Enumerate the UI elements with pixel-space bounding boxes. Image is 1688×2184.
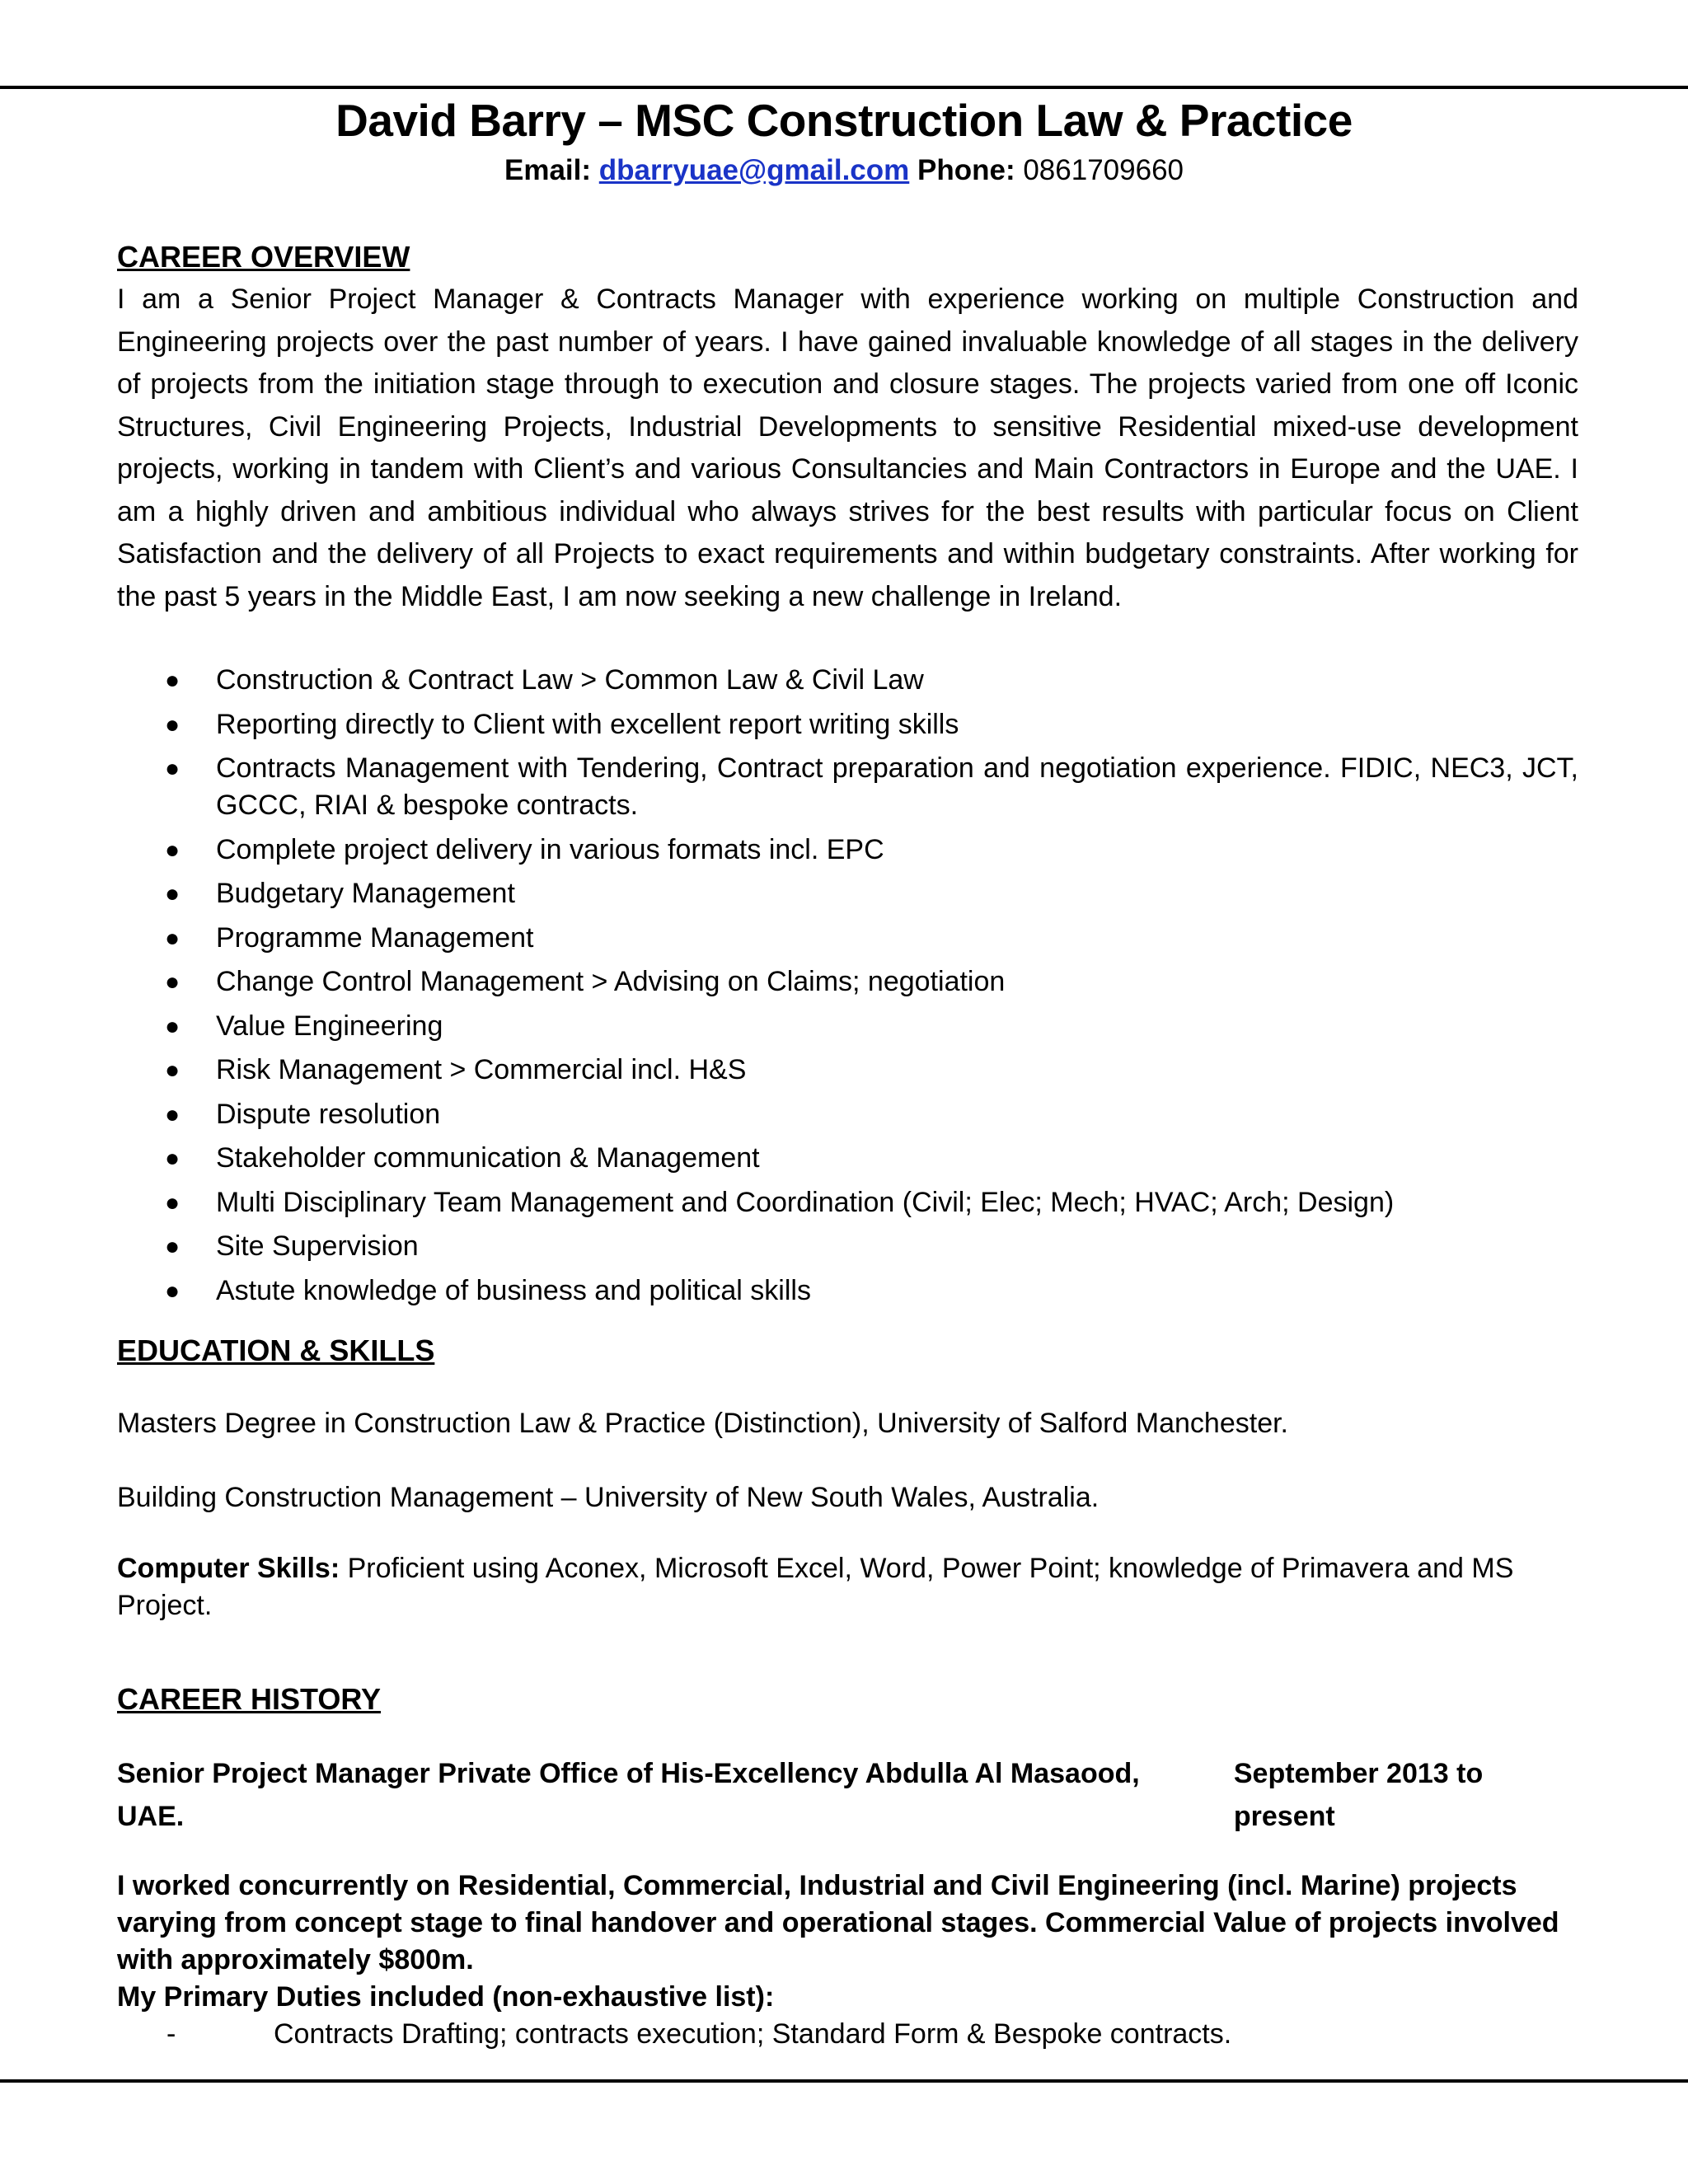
page-title: David Barry – MSC Construction Law & Practice xyxy=(335,95,1353,146)
bullet-icon: ● xyxy=(165,968,181,996)
bullet-icon: ● xyxy=(165,667,181,694)
skill-item xyxy=(117,1008,1578,1045)
computer-skills-text: Proficient using Aconex, Microsoft Excel, Word, Power Point; knowledge of Primavera and MS Project. xyxy=(117,1552,1514,1621)
phone-number: 0861709660 xyxy=(1023,154,1184,186)
skill-item xyxy=(117,875,1578,912)
bottom-rule xyxy=(0,2079,1688,2083)
skill-text: Stakeholder communication & Management xyxy=(216,1142,760,1174)
education-heading: EDUCATION & SKILLS xyxy=(117,1333,435,1367)
skill-item xyxy=(117,1272,1578,1310)
bullet-icon: ● xyxy=(165,1057,181,1084)
bullet-icon: ● xyxy=(165,880,181,907)
skill-text: Construction & Contract Law > Common Law & Civil Law xyxy=(216,664,924,696)
bullet-icon: ● xyxy=(165,1145,181,1172)
skill-text: Multi Disciplinary Team Management and Coordination (Civil; Elec; Mech; HVAC; Arch; Design) xyxy=(216,1186,1395,1218)
duty-text: Contracts Drafting; contracts execution; Standard Form & Bespoke contracts. xyxy=(274,2018,1232,2050)
email-label: Email: xyxy=(504,154,592,186)
skill-text: Complete project delivery in various formats incl. EPC xyxy=(216,833,884,865)
skills-list xyxy=(117,662,1578,1310)
skill-item xyxy=(117,963,1578,1001)
phone-label: Phone: xyxy=(917,154,1015,186)
skill-text: Astute knowledge of business and political skills xyxy=(216,1274,811,1306)
duties-list xyxy=(117,2016,1578,2053)
bullet-icon: ● xyxy=(165,924,181,952)
skill-item xyxy=(117,1184,1578,1221)
job-summary: I worked concurrently on Residential, Commercial, Industrial and Civil Engineering (incl. Marine) projects varying from concept stage to final handover and operational stages. Commercial Value of projects involved with approximately $800m. xyxy=(117,1869,1559,1975)
skill-text: Budgetary Management xyxy=(216,878,515,909)
top-rule xyxy=(0,86,1688,89)
career-overview-paragraph: I am a Senior Project Manager & Contracts Manager with experience working on multiple Construction and Engineering projects over the past number of years. I have gained invaluable knowledge of all stages in the delivery of projects from the initiation stage through to execution and closure stages. The projects varied from one off Iconic Structures, Civil Engineering Projects, Industrial Developments to sensitive Residential mixed-use development projects, working in tandem with Client’s and various Consultancies and Main Contractors in Europe and the UAE. I am a highly driven and ambitious individual who always strives for the best results with particular focus on Client Satisfaction and the delivery of all Projects to exact requirements and within budgetary constraints. After working for the past 5 years in the Middle East, I am now seeking a new challenge in Ireland. xyxy=(117,284,1578,612)
skill-item xyxy=(117,1096,1578,1133)
bullet-icon: ● xyxy=(165,1233,181,1260)
job-heading xyxy=(117,1752,1578,1838)
bullet-icon: ● xyxy=(165,1277,181,1305)
skill-item xyxy=(117,1052,1578,1089)
skill-item xyxy=(117,662,1578,699)
bullet-icon: ● xyxy=(165,836,181,864)
skill-text: Change Control Management > Advising on Claims; negotiation xyxy=(216,966,1006,997)
email-link[interactable]: dbarryuae@gmail.com xyxy=(598,154,910,186)
skill-text: Risk Management > Commercial incl. H&S xyxy=(216,1054,747,1085)
skill-item xyxy=(117,832,1578,869)
bullet-icon: ● xyxy=(165,1012,181,1040)
skill-item xyxy=(117,750,1578,824)
skill-text: Contracts Management with Tendering, Contract preparation and negotiation experience. FIDIC, NEC3, JCT, GCCC, RIAI & bespoke contracts. xyxy=(216,752,1578,821)
contact-line xyxy=(0,150,1688,191)
skill-text: Reporting directly to Client with excellent report writing skills xyxy=(216,708,959,740)
skill-item xyxy=(117,920,1578,957)
job-dates: September 2013 to present xyxy=(1233,1757,1484,1832)
duties-label: My Primary Duties included (non-exhaustive list): xyxy=(117,1980,775,2013)
skill-item xyxy=(117,706,1578,743)
resume-body xyxy=(117,236,1578,2053)
education-building: Building Construction Management – University of New South Wales, Australia. xyxy=(117,1481,1100,1513)
dash-icon: - xyxy=(166,2018,176,2050)
skill-item xyxy=(117,1140,1578,1177)
bullet-icon: ● xyxy=(165,755,181,782)
skill-item xyxy=(117,1228,1578,1265)
skill-text: Value Engineering xyxy=(216,1010,443,1042)
bullet-icon: ● xyxy=(165,1100,181,1128)
computer-skills xyxy=(117,1550,1578,1624)
skill-text: Site Supervision xyxy=(216,1230,419,1262)
career-overview-heading: CAREER OVERVIEW xyxy=(117,240,410,274)
skill-text: Programme Management xyxy=(216,921,534,954)
duty-item xyxy=(117,2016,1578,2053)
skill-text: Dispute resolution xyxy=(216,1098,441,1130)
bullet-icon: ● xyxy=(165,1188,181,1216)
bullet-icon: ● xyxy=(165,710,181,738)
job-title: Senior Project Manager Private Office of His-Excellency Abdulla Al Masaood, UAE. xyxy=(117,1757,1140,1832)
career-history-heading: CAREER HISTORY xyxy=(117,1681,382,1716)
computer-skills-label: Computer Skills: xyxy=(117,1552,340,1584)
education-masters: Masters Degree in Construction Law & Practice (Distinction), University of Salford Manchester. xyxy=(117,1407,1288,1439)
